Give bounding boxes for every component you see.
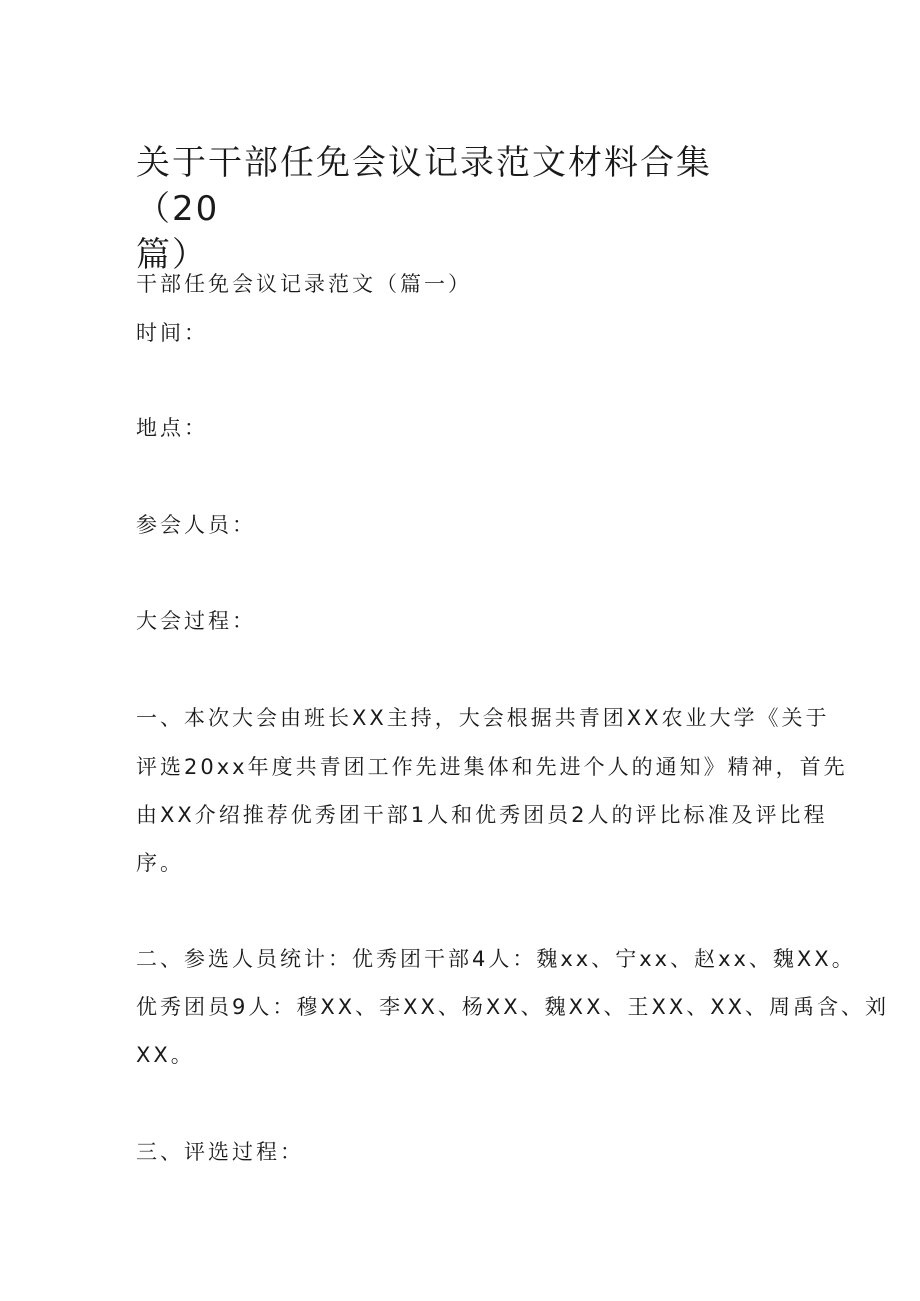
paragraph-2-line-1: 二、参选人员统计：优秀团干部4人：魏xx、宁xx、赵xx、魏XX。	[136, 947, 856, 971]
field-process-label: 大会过程：	[136, 609, 256, 633]
paragraph-2-line-3: XX。	[136, 1043, 195, 1067]
paragraph-1-line-2: 评选20xx年度共青团工作先进集体和先进个人的通知》精神，首先	[136, 755, 848, 779]
paragraph-1-line-1: 一、本次大会由班长XX主持，大会根据共青团XX农业大学《关于	[136, 706, 830, 730]
document-title	[136, 140, 776, 278]
title-line-1: 关于干部任免会议记录范文材料合集（20	[136, 143, 712, 229]
paragraph-1-line-4: 序。	[136, 851, 184, 875]
paragraph-1-line-3: 由XX介绍推荐优秀团干部1人和优秀团员2人的评比标准及评比程	[136, 803, 828, 827]
section-subtitle: 干部任免会议记录范文（篇一）	[136, 272, 472, 296]
field-attendees-label: 参会人员：	[136, 513, 256, 537]
section-3-heading: 三、评选过程：	[136, 1140, 304, 1164]
title-line-2: 篇）	[136, 235, 208, 275]
field-time-label: 时间：	[136, 321, 208, 345]
paragraph-2-line-2: 优秀团员9人：穆XX、李XX、杨XX、魏XX、王XX、XX、周禹含、刘	[136, 995, 889, 1019]
field-place-label: 地点：	[136, 416, 208, 440]
